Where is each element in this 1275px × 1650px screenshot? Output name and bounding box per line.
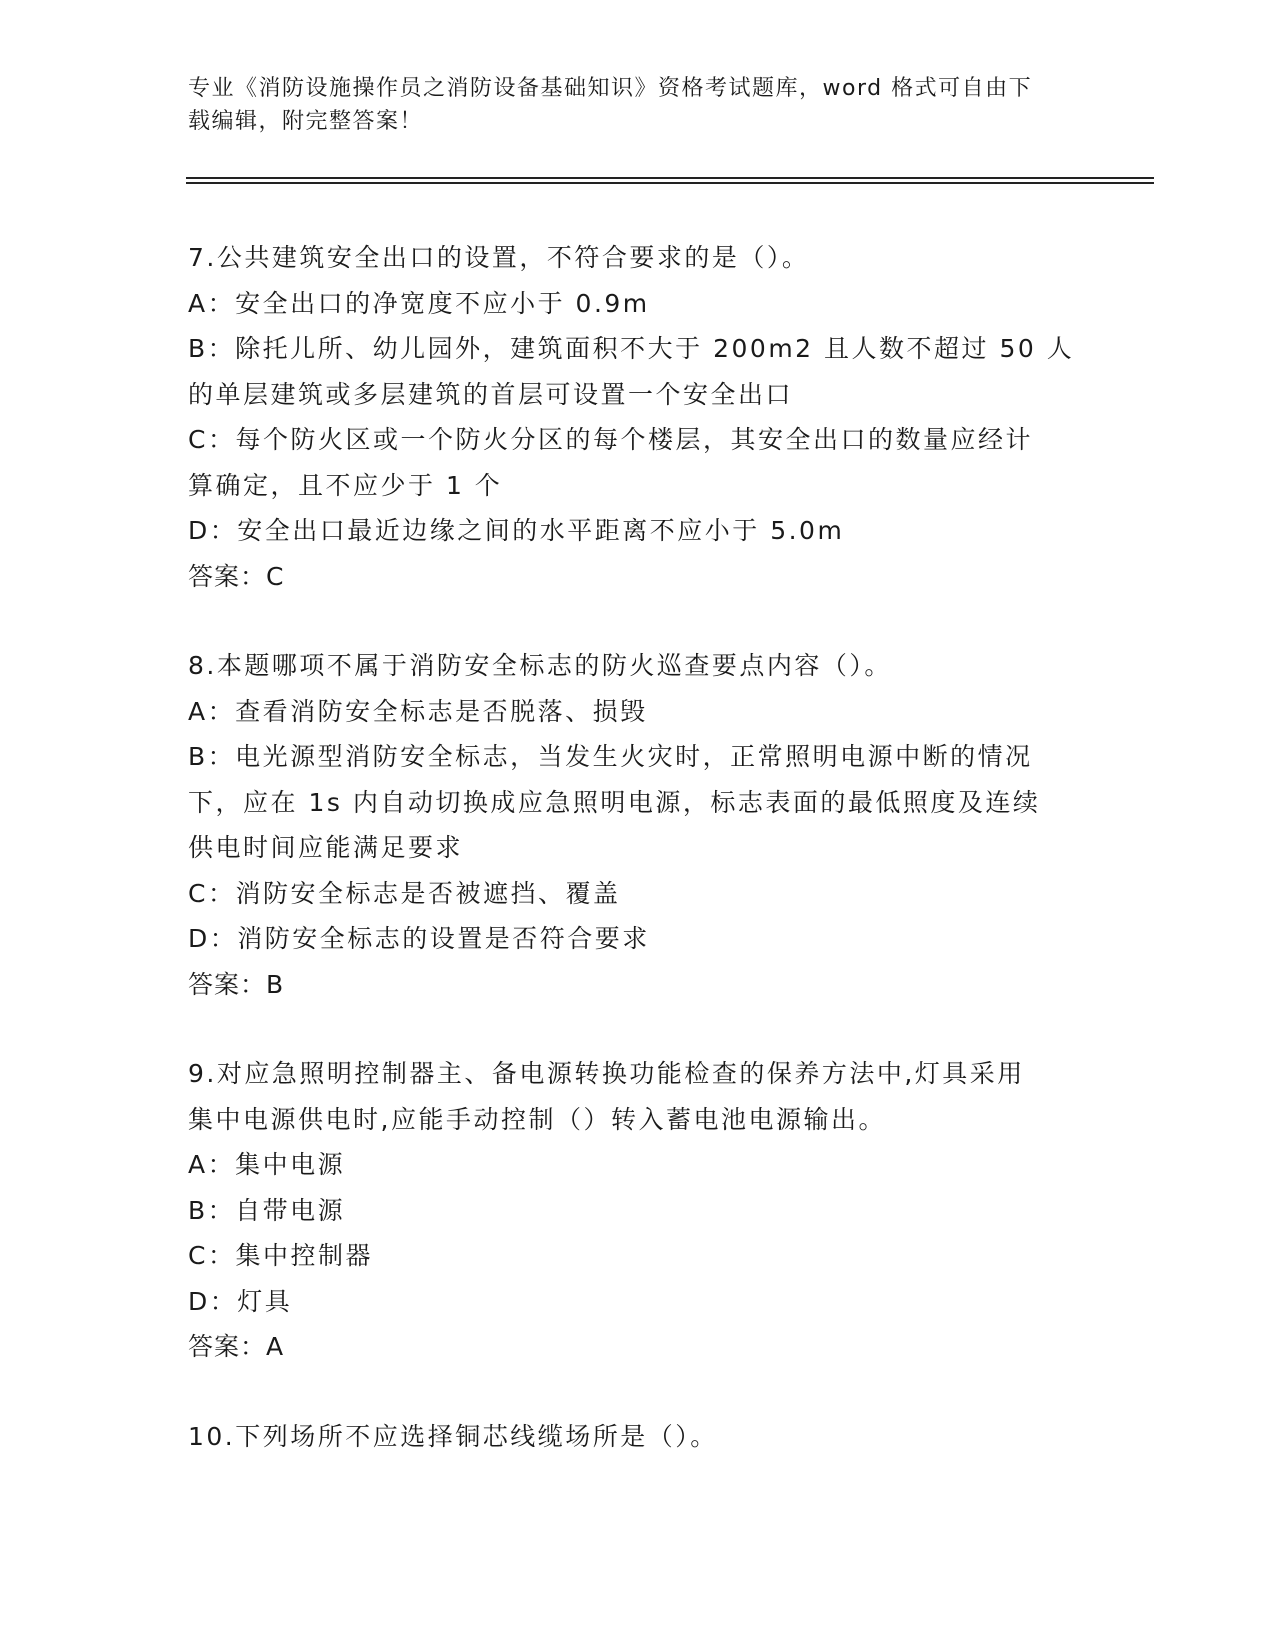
question-option: B：自带电源 <box>188 1195 346 1225</box>
question-stem: 集中电源供电时,应能手动控制（）转入蓄电池电源输出。 <box>188 1104 886 1134</box>
header-divider-bottom <box>186 182 1154 184</box>
document-header <box>188 72 1088 138</box>
question-option: C：消防安全标志是否被遮挡、覆盖 <box>188 878 621 908</box>
answer-line: 答案：A <box>188 1332 285 1361</box>
question-block <box>188 235 1088 599</box>
question-block <box>188 643 1088 1007</box>
answer-line: 答案：C <box>188 561 285 591</box>
question-option: D：安全出口最近边缘之间的水平距离不应小于 5.0m <box>188 516 845 545</box>
question-option: D：消防安全标志的设置是否符合要求 <box>188 924 650 953</box>
question-stem: 8.本题哪项不属于消防安全标志的防火巡查要点内容（）。 <box>188 651 892 680</box>
question-option: A：集中电源 <box>188 1150 346 1179</box>
question-block <box>188 1414 1088 1460</box>
answer-line: 答案：B <box>188 969 285 999</box>
question-option: 供电时间应能满足要求 <box>188 833 464 862</box>
question-option: B：除托儿所、幼儿园外，建筑面积不大于 200m2 且人数不超过 50 人 <box>188 334 1075 363</box>
question-option: 下，应在 1s 内自动切换成应急照明电源，标志表面的最低照度及连续 <box>188 787 1041 817</box>
question-option: 的单层建筑或多层建筑的首层可设置一个安全出口 <box>188 379 794 409</box>
question-stem: 9.对应急照明控制器主、备电源转换功能检查的保养方法中,灯具采用 <box>188 1059 1025 1088</box>
question-list <box>188 235 1088 1503</box>
question-option: D：灯具 <box>188 1286 293 1316</box>
header-divider-top <box>186 177 1154 179</box>
question-option: 算确定，且不应少于 1 个 <box>188 470 503 500</box>
header-line-1: 专业《消防设施操作员之消防设备基础知识》资格考试题库，word 格式可自由下 <box>188 76 1033 101</box>
question-stem: 7.公共建筑安全出口的设置，不符合要求的是（）。 <box>188 243 810 272</box>
question-block <box>188 1051 1088 1370</box>
header-line-2: 载编辑，附完整答案！ <box>188 109 424 134</box>
question-option: C：集中控制器 <box>188 1241 373 1270</box>
question-option: A：查看消防安全标志是否脱落、损毁 <box>188 696 648 726</box>
question-option: C：每个防火区或一个防火分区的每个楼层，其安全出口的数量应经计 <box>188 425 1033 454</box>
question-option: A：安全出口的净宽度不应小于 0.9m <box>188 288 650 318</box>
question-stem: 10.下列场所不应选择铜芯线缆场所是（）。 <box>188 1421 718 1451</box>
question-option: B：电光源型消防安全标志，当发生火灾时，正常照明电源中断的情况 <box>188 742 1033 771</box>
